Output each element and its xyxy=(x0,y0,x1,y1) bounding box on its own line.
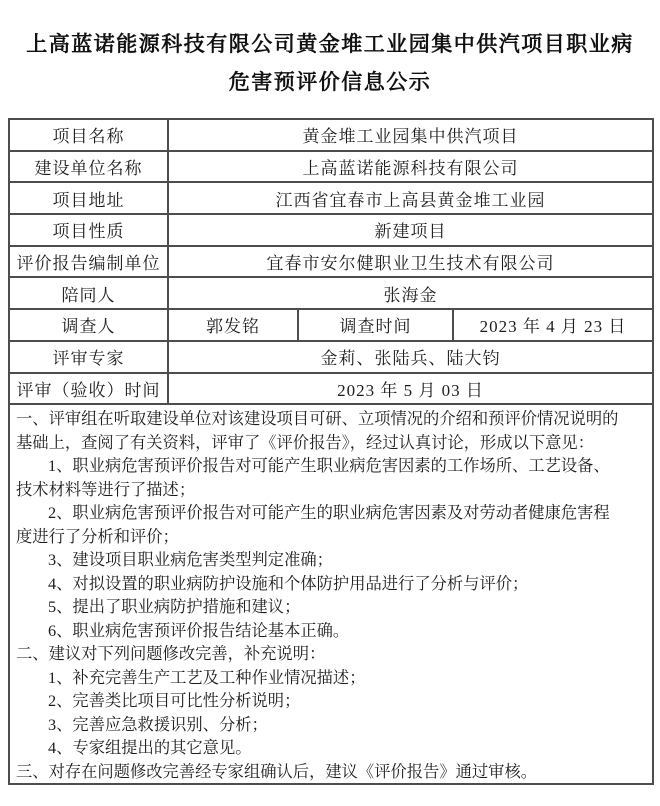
page-title xyxy=(0,0,660,101)
row-value: 郭发铭 xyxy=(168,309,298,341)
row-value: 新建项目 xyxy=(168,214,653,246)
opinion-line: 2、职业病危害预评价报告对可能产生的职业病危害因素及对劳动者健康危害程 xyxy=(48,503,610,523)
opinion-line: 三、对存在问题修改完善经专家组确认后，建议《评价报告》通过审核。 xyxy=(16,761,538,781)
table-row-project-type xyxy=(9,214,653,246)
row-label: 项目名称 xyxy=(9,119,168,151)
opinion-line: 一、评审组在听取建设单位对该建设项目可研、立项情况的介绍和预评价情况说明的 xyxy=(16,409,619,429)
table-row-report-agency xyxy=(9,246,653,278)
table-row-project-address xyxy=(9,182,653,214)
opinion-line: 3、完善应急救援识别、分析； xyxy=(48,714,268,734)
opinion-line: 基础上，查阅了有关资料，评审了《评价报告》，经过认真讨论，形成以下意见： xyxy=(16,432,594,452)
row-value: 2023 年 5 月 03 日 xyxy=(168,373,653,405)
opinion-line: 4、专家组提出的其它意见。 xyxy=(48,738,252,758)
table-row-review-experts xyxy=(9,341,653,373)
row-value: 宜春市安尔健职业卫生技术有限公司 xyxy=(168,246,653,278)
page-title-line-1: 上高蓝诺能源科技有限公司黄金堆工业园集中供汽项目职业病 xyxy=(26,32,634,56)
table-row-project-name xyxy=(9,119,653,151)
opinion-line: 5、提出了职业病防护措施和建议； xyxy=(48,597,301,617)
row-label: 项目地址 xyxy=(9,182,168,214)
row-label: 项目性质 xyxy=(9,214,168,246)
opinion-line: 6、职业病危害预评价报告结论基本正确。 xyxy=(48,620,350,640)
row-value: 张海金 xyxy=(168,277,653,309)
opinion-line: 技术材料等进行了描述； xyxy=(16,479,196,499)
row-value: 上高蓝诺能源科技有限公司 xyxy=(168,151,653,183)
opinion-line: 1、职业病危害预评价报告对可能产生职业病危害因素的工作场所、工艺设备、 xyxy=(48,456,610,476)
page-title-line-2: 危害预评价信息公示 xyxy=(228,70,432,94)
info-table xyxy=(8,118,654,785)
opinion-line: 度进行了分析和评价； xyxy=(16,526,179,546)
opinion-line: 1、补充完善生产工艺及工种作业情况描述； xyxy=(48,667,366,687)
table-row-review-time xyxy=(9,373,653,405)
row-label: 调查时间 xyxy=(298,309,453,341)
row-value: 金莉、张陆兵、陆大钧 xyxy=(168,341,653,373)
row-label: 建设单位名称 xyxy=(9,151,168,183)
row-value: 2023 年 4 月 23 日 xyxy=(453,309,653,341)
row-label: 评审专家 xyxy=(9,341,168,373)
opinion-line: 4、对拟设置的职业病防护设施和个体防护用品进行了分析与评价； xyxy=(48,573,529,593)
row-label: 调查人 xyxy=(9,309,168,341)
opinion-line: 二、建议对下列问题修改完善，补充说明： xyxy=(16,644,326,664)
opinion-section xyxy=(9,404,653,784)
row-label: 评审（验收）时间 xyxy=(9,373,168,405)
table-row-investigator xyxy=(9,309,653,341)
table-row-accompanying-person xyxy=(9,277,653,309)
table-row-opinion xyxy=(9,404,653,784)
row-label: 陪同人 xyxy=(9,277,168,309)
row-value: 黄金堆工业园集中供汽项目 xyxy=(168,119,653,151)
table-row-company-name xyxy=(9,151,653,183)
opinion-line: 3、建设项目职业病危害类型判定准确； xyxy=(48,550,333,570)
opinion-line: 2、完善类比项目可比性分析说明； xyxy=(48,691,301,711)
row-label: 评价报告编制单位 xyxy=(9,246,168,278)
row-value: 江西省宜春市上高县黄金堆工业园 xyxy=(168,182,653,214)
